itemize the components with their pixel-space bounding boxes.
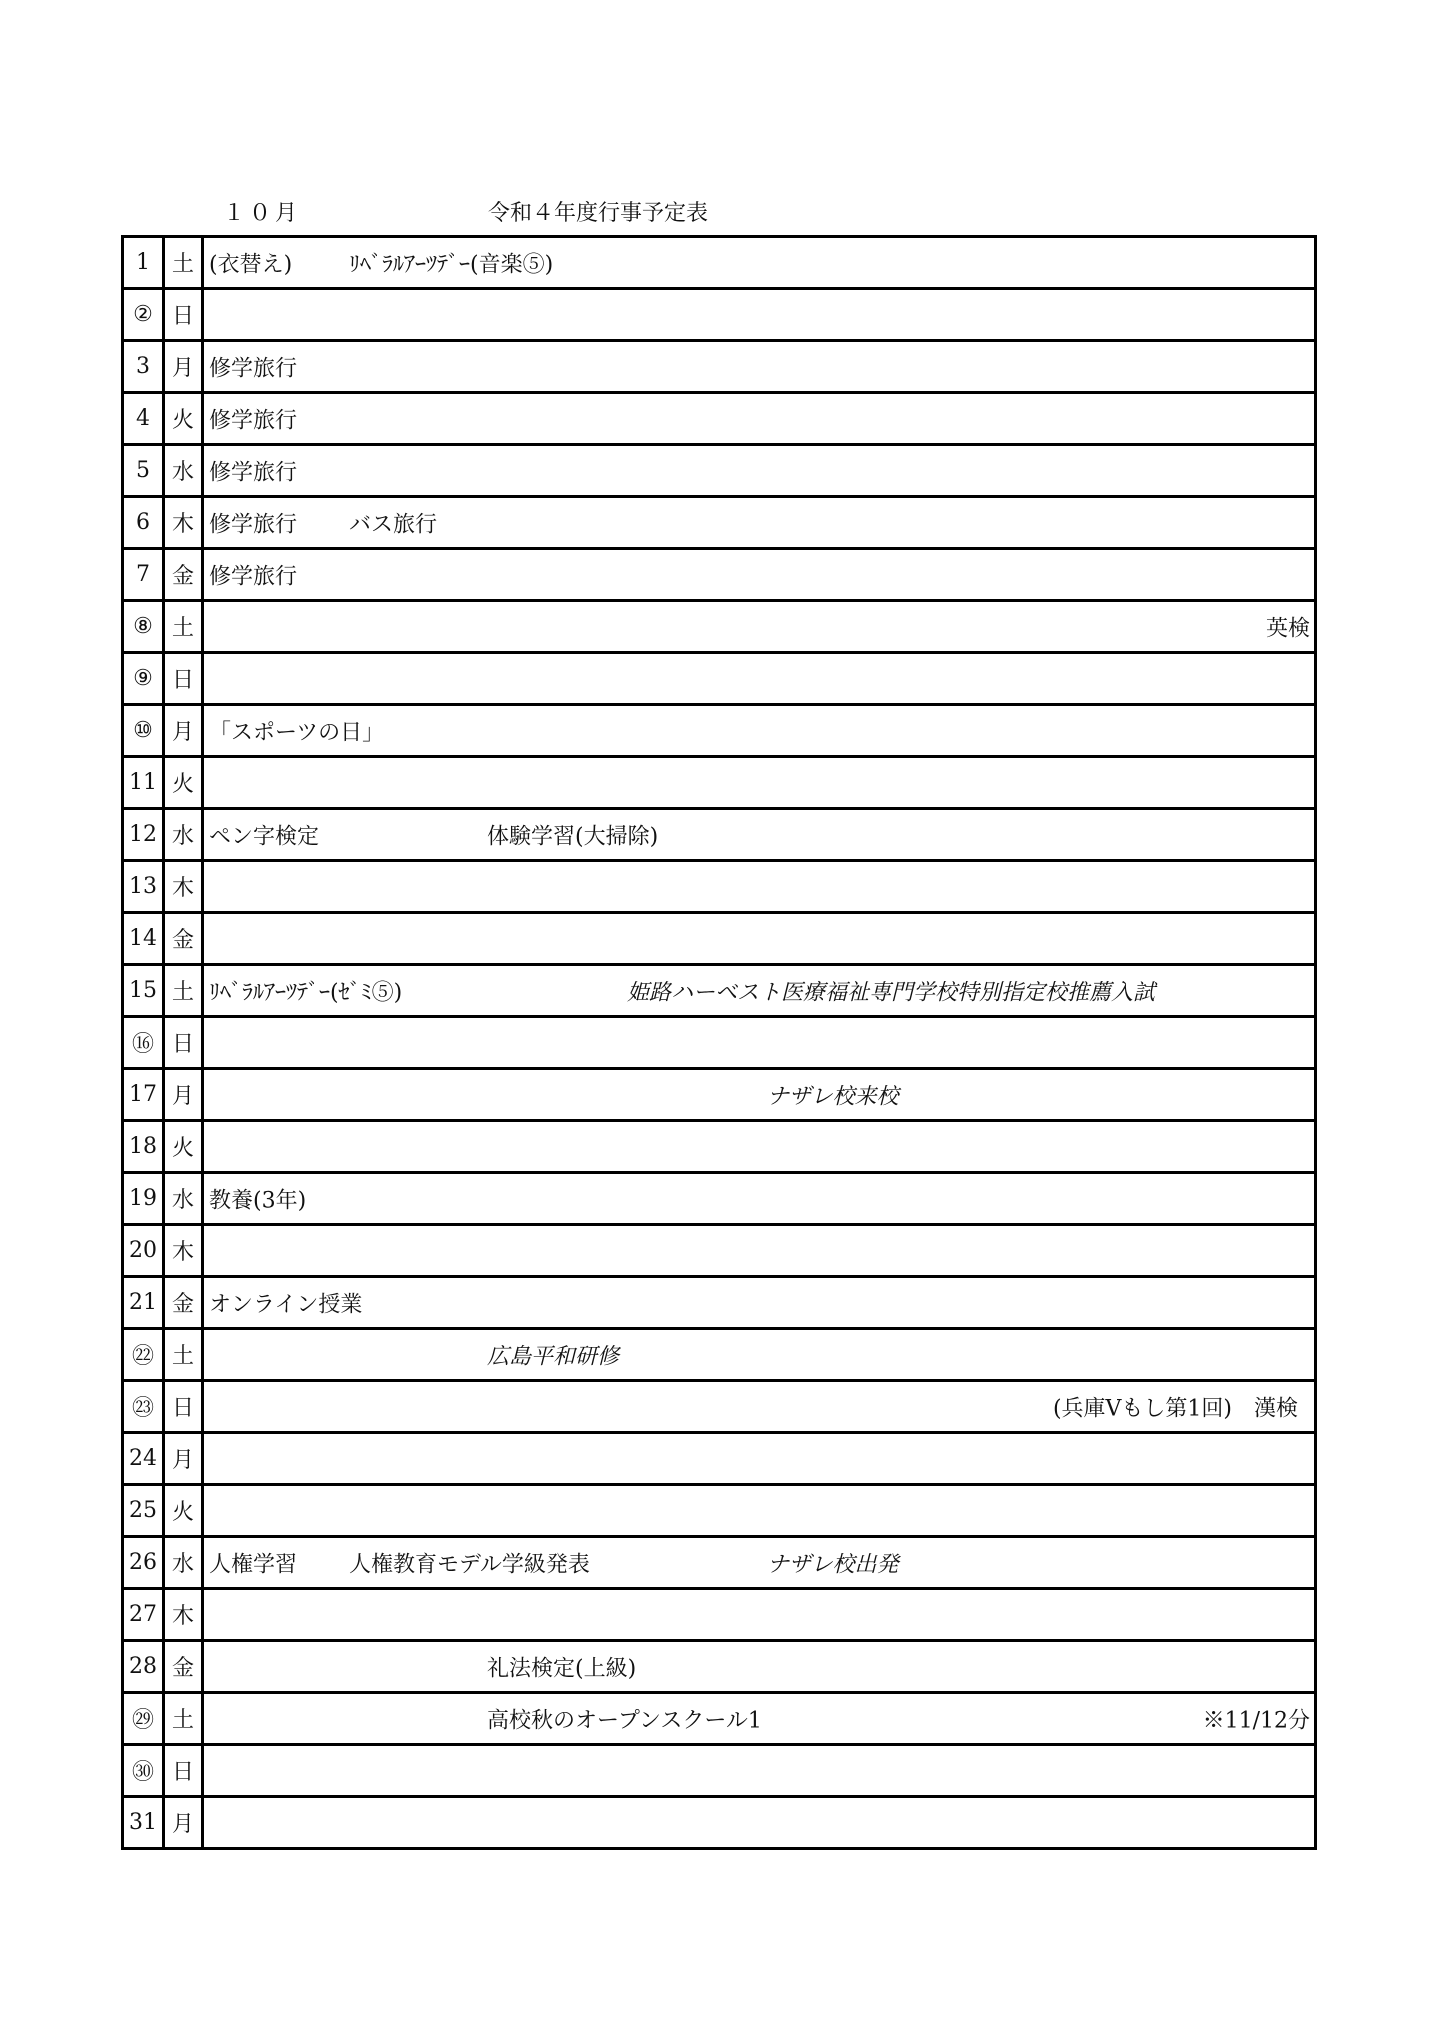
schedule-row [123, 1485, 1316, 1537]
event-cell [203, 1173, 1316, 1225]
day-of-week: 金 [164, 1277, 203, 1329]
schedule-row [123, 705, 1316, 757]
schedule-title: 令和４年度行事予定表 [488, 201, 709, 226]
day-number: 13 [123, 861, 164, 913]
schedule-row [123, 913, 1316, 965]
event-text: 「スポーツの日」 [209, 720, 385, 745]
day-of-week: 土 [164, 1329, 203, 1381]
schedule-row [123, 1173, 1316, 1225]
schedule-row [123, 1069, 1316, 1121]
event-text: 英検 [1265, 616, 1310, 641]
event-text: ※11/12分 [1202, 1708, 1310, 1733]
day-of-week: 月 [164, 705, 203, 757]
event-text: ナザレ校出発 [767, 1552, 899, 1577]
day-number: 31 [123, 1797, 164, 1849]
day-number: ② [123, 289, 164, 341]
day-of-week: 木 [164, 1225, 203, 1277]
day-of-week: 水 [164, 445, 203, 497]
day-number: 24 [123, 1433, 164, 1485]
event-text: (兵庫Vもし第1回) 漢検 [1052, 1396, 1298, 1421]
event-text: オンライン授業 [209, 1292, 363, 1317]
event-cell [203, 861, 1316, 913]
day-number: 3 [123, 341, 164, 393]
event-cell [203, 809, 1316, 861]
event-cell [203, 1641, 1316, 1693]
schedule-row [123, 809, 1316, 861]
day-number: 20 [123, 1225, 164, 1277]
event-cell [203, 1329, 1316, 1381]
day-of-week: 日 [164, 1381, 203, 1433]
event-cell [203, 1797, 1316, 1849]
schedule-row [123, 653, 1316, 705]
event-cell [203, 1017, 1316, 1069]
schedule-row [123, 237, 1316, 289]
day-of-week: 金 [164, 1641, 203, 1693]
event-text: 礼法検定(上級) [487, 1656, 637, 1681]
schedule-row [123, 1381, 1316, 1433]
day-number: ⑯ [123, 1017, 164, 1069]
schedule-row [123, 1017, 1316, 1069]
day-of-week: 土 [164, 237, 203, 289]
day-of-week: 水 [164, 809, 203, 861]
schedule-row [123, 289, 1316, 341]
day-of-week: 水 [164, 1537, 203, 1589]
event-cell [203, 237, 1316, 289]
day-number: ㉚ [123, 1745, 164, 1797]
event-cell [203, 393, 1316, 445]
event-text: 教養(3年) [209, 1188, 307, 1213]
event-cell [203, 1485, 1316, 1537]
day-number: 11 [123, 757, 164, 809]
schedule-row [123, 1121, 1316, 1173]
day-number: 6 [123, 497, 164, 549]
schedule-row [123, 1277, 1316, 1329]
day-number: 19 [123, 1173, 164, 1225]
day-of-week: 火 [164, 393, 203, 445]
day-number: 15 [123, 965, 164, 1017]
day-number: 7 [123, 549, 164, 601]
schedule-row [123, 1797, 1316, 1849]
schedule-row [123, 497, 1316, 549]
event-cell [203, 913, 1316, 965]
event-cell [203, 1277, 1316, 1329]
day-number: 18 [123, 1121, 164, 1173]
event-cell [203, 341, 1316, 393]
event-cell [203, 497, 1316, 549]
day-of-week: 月 [164, 1797, 203, 1849]
event-cell [203, 289, 1316, 341]
event-text: 修学旅行 [209, 460, 298, 485]
event-text: ﾘﾍﾞﾗﾙｱｰﾂﾃﾞｰ(音楽⑤) [349, 252, 554, 277]
event-cell [203, 601, 1316, 653]
schedule-row [123, 757, 1316, 809]
day-number: 21 [123, 1277, 164, 1329]
event-cell [203, 1225, 1316, 1277]
event-cell [203, 1381, 1316, 1433]
event-cell [203, 705, 1316, 757]
day-of-week: 金 [164, 549, 203, 601]
day-number: 12 [123, 809, 164, 861]
event-text: 人権教育モデル学級発表 [349, 1552, 590, 1577]
day-number: 14 [123, 913, 164, 965]
day-number: ⑨ [123, 653, 164, 705]
day-number: ㉙ [123, 1693, 164, 1745]
schedule-row [123, 861, 1316, 913]
schedule-row [123, 1641, 1316, 1693]
event-text: 姫路ハーベスト医療福祉専門学校特別指定校推薦入試 [627, 980, 1156, 1005]
day-of-week: 金 [164, 913, 203, 965]
event-cell [203, 549, 1316, 601]
day-number: ㉒ [123, 1329, 164, 1381]
event-cell [203, 965, 1316, 1017]
event-text: ナザレ校来校 [767, 1084, 899, 1109]
schedule-row [123, 601, 1316, 653]
schedule-row [123, 445, 1316, 497]
day-of-week: 水 [164, 1173, 203, 1225]
schedule-row [123, 1433, 1316, 1485]
event-text: 人権学習 [209, 1552, 298, 1577]
event-cell [203, 1693, 1316, 1745]
day-number: 5 [123, 445, 164, 497]
day-of-week: 日 [164, 653, 203, 705]
event-cell [203, 1433, 1316, 1485]
event-text: (衣替え) [209, 252, 293, 277]
month-label: １０月 [223, 201, 302, 226]
event-text: 広島平和研修 [487, 1344, 620, 1369]
day-of-week: 月 [164, 1069, 203, 1121]
schedule-row [123, 1693, 1316, 1745]
day-of-week: 日 [164, 289, 203, 341]
event-cell [203, 1745, 1316, 1797]
event-cell [203, 445, 1316, 497]
day-of-week: 土 [164, 1693, 203, 1745]
schedule-row [123, 965, 1316, 1017]
schedule-row [123, 1745, 1316, 1797]
schedule-body [123, 237, 1316, 1849]
event-cell [203, 1069, 1316, 1121]
day-number: 17 [123, 1069, 164, 1121]
day-number: 1 [123, 237, 164, 289]
day-of-week: 木 [164, 861, 203, 913]
event-cell [203, 1537, 1316, 1589]
day-number: 27 [123, 1589, 164, 1641]
event-cell [203, 1121, 1316, 1173]
event-text: 体験学習(大掃除) [487, 824, 659, 849]
day-of-week: 木 [164, 497, 203, 549]
event-text: ﾘﾍﾞﾗﾙｱｰﾂﾃﾞｰ(ｾﾞﾐ⑤) [209, 980, 403, 1005]
day-number: 26 [123, 1537, 164, 1589]
schedule-row [123, 549, 1316, 601]
day-number: 4 [123, 393, 164, 445]
event-cell [203, 757, 1316, 809]
event-text: 修学旅行 [209, 408, 298, 433]
event-cell [203, 1589, 1316, 1641]
schedule-table [121, 235, 1317, 1850]
schedule-row [123, 1589, 1316, 1641]
day-of-week: 土 [164, 601, 203, 653]
event-text: 修学旅行 [209, 356, 298, 381]
event-text: 修学旅行 [209, 512, 298, 537]
day-number: ㉓ [123, 1381, 164, 1433]
event-text: バス旅行 [349, 512, 438, 537]
day-number: 28 [123, 1641, 164, 1693]
day-of-week: 木 [164, 1589, 203, 1641]
day-of-week: 月 [164, 341, 203, 393]
schedule-row [123, 341, 1316, 393]
event-cell [203, 653, 1316, 705]
schedule-row [123, 393, 1316, 445]
event-text: 修学旅行 [209, 564, 298, 589]
event-text: ペン字検定 [209, 824, 320, 849]
day-of-week: 火 [164, 757, 203, 809]
day-of-week: 月 [164, 1433, 203, 1485]
day-of-week: 日 [164, 1017, 203, 1069]
schedule-row [123, 1225, 1316, 1277]
day-number: 25 [123, 1485, 164, 1537]
day-of-week: 火 [164, 1121, 203, 1173]
day-number: ⑧ [123, 601, 164, 653]
schedule-row [123, 1329, 1316, 1381]
event-text: 高校秋のオープンスクール1 [487, 1708, 762, 1733]
schedule-row [123, 1537, 1316, 1589]
day-number: ⑩ [123, 705, 164, 757]
day-of-week: 火 [164, 1485, 203, 1537]
day-of-week: 日 [164, 1745, 203, 1797]
day-of-week: 土 [164, 965, 203, 1017]
